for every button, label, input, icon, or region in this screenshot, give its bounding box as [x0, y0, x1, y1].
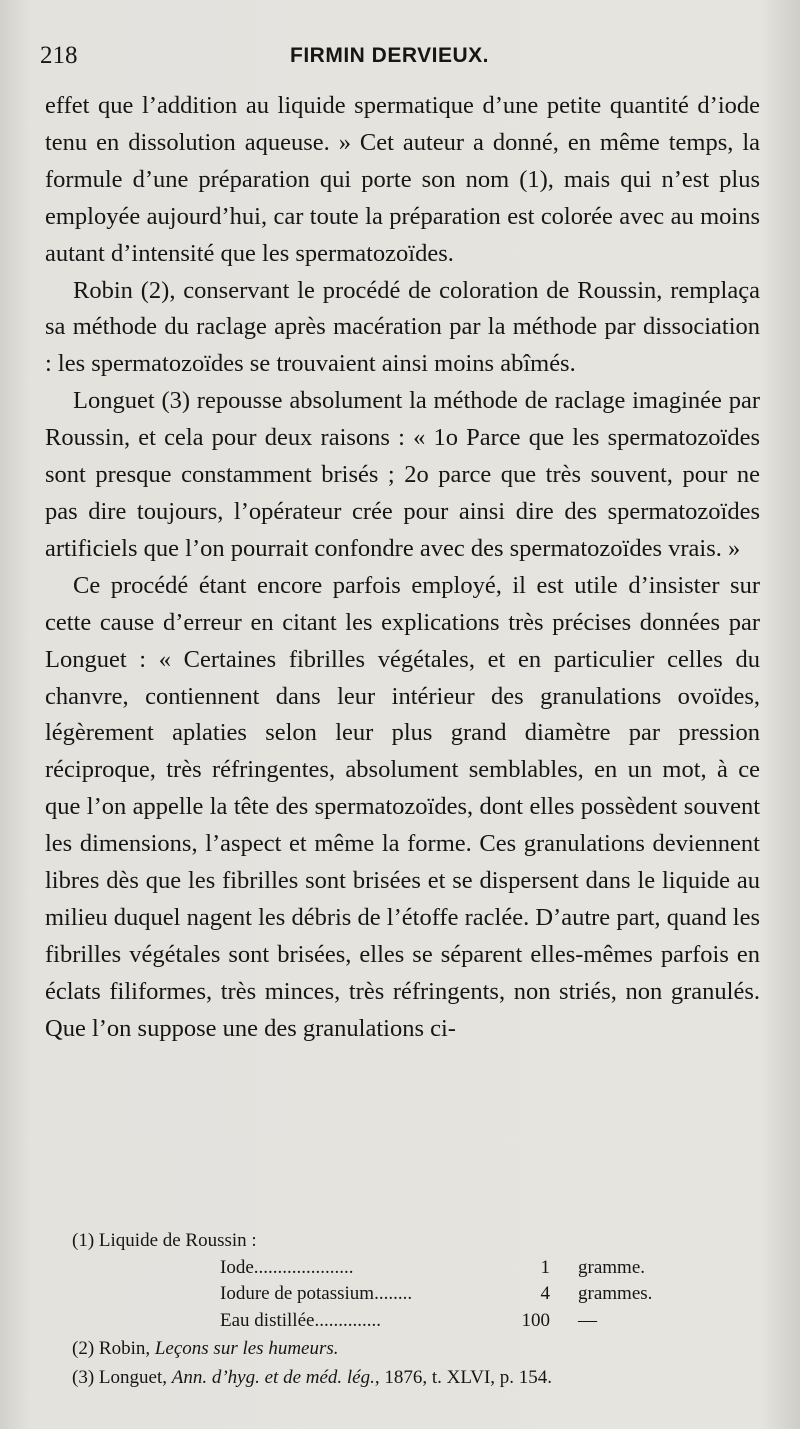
recipe-quantity: 100	[521, 1309, 550, 1331]
footnote-3	[72, 1365, 762, 1392]
recipe-row	[220, 1281, 720, 1308]
recipe-quantity: 4	[540, 1283, 550, 1304]
paragraph-procede: Ce procédé étant encore parfois employé, il est utile d’insister sur cette cause d’erreur en citant les explications très précises données par Longuet : « Certaines fibrilles végétales, et en particulier celles du chanvre, contiennent dans leur intérieur des granulations ovoïdes, légèrement aplaties selon leur plus grand diamètre par pression réciproque, très réfringentes, absolument semblables, en un mot, à ce que l’on appelle la tête des spermatozoïdes, dont elles possèdent souvent les dimensions, l’aspect et même la forme. Ces granulations deviennent libres dès que les fibrilles sont brisées et se dispersent dans le liquide au milieu duquel nagent les débris de l’étoffe raclée. D’autre part, quand les fibrilles végétales sont brisées, elles se séparent elles-mêmes parfois en éclats filiformes, très minces, très réfringents, non striés, non granulés. Que l’on suppose une des granulations ci-	[45, 571, 760, 1042]
recipe-ingredient: Eau distillée..............	[220, 1309, 381, 1331]
footnote-2	[72, 1336, 762, 1363]
recipe-row	[220, 1308, 720, 1335]
recipe-unit: grammes.	[578, 1283, 653, 1304]
footnote-3-prefix: (3) Longuet,	[72, 1366, 172, 1388]
paragraph-continuation: effet que l’addition au liquide spermatique d’une petite quantité d’iode tenu en dissolution aqueuse. » Cet auteur a donné, en même temps, la formule d’une préparation qui porte son nom (1), mais qui n’est plus employée aujourd’hui, car toute la préparation est colorée avec au moins autant d’intensité que les spermatozoïdes.	[45, 92, 760, 267]
recipe-unit: gramme.	[578, 1256, 646, 1278]
recipe-row	[220, 1255, 720, 1282]
footnote-1-label: (1) Liquide de Roussin :	[72, 1230, 257, 1251]
footnotes	[72, 1228, 762, 1391]
recipe-unit: —	[578, 1309, 597, 1331]
recipe-ingredient: Iodure de potassium........	[220, 1283, 413, 1304]
recipe-ingredient: Iode.....................	[220, 1256, 354, 1278]
footnote-2-prefix: (2) Robin,	[72, 1338, 155, 1359]
page-number: 218	[40, 42, 78, 69]
footnote-3-journal: Ann. d’hyg. et de méd. lég.	[171, 1366, 375, 1388]
footnote-3-suffix: , 1876, t. XLVI, p. 154.	[374, 1366, 553, 1388]
footnote-2-title: Leçons sur les humeurs.	[154, 1338, 339, 1359]
running-title: FIRMIN DERVIEUX.	[290, 44, 489, 67]
paragraph-longuet: Longuet (3) repousse absolument la méthode de raclage imaginée par Roussin, et cela pour deux raisons : « 1o Parce que les spermatozoïdes sont presque constamment brisés ; 2o parce que très souvent, pour ne pas dire toujours, l’opérateur crée pour ainsi dire des spermatozoïdes artificiels que l’on pourrait confondre avec des spermatozoïdes vrais. »	[45, 387, 760, 562]
page-header	[40, 42, 760, 76]
body-text	[45, 88, 760, 1048]
paragraph-robin: Robin (2), conservant le procédé de coloration de Roussin, remplaça sa méthode du raclage après macération par la méthode par dissociation : les spermatozoïdes se trouvaient ainsi moins abîmés.	[45, 276, 760, 378]
recipe-table	[220, 1255, 720, 1335]
recipe-quantity: 1	[540, 1256, 550, 1278]
